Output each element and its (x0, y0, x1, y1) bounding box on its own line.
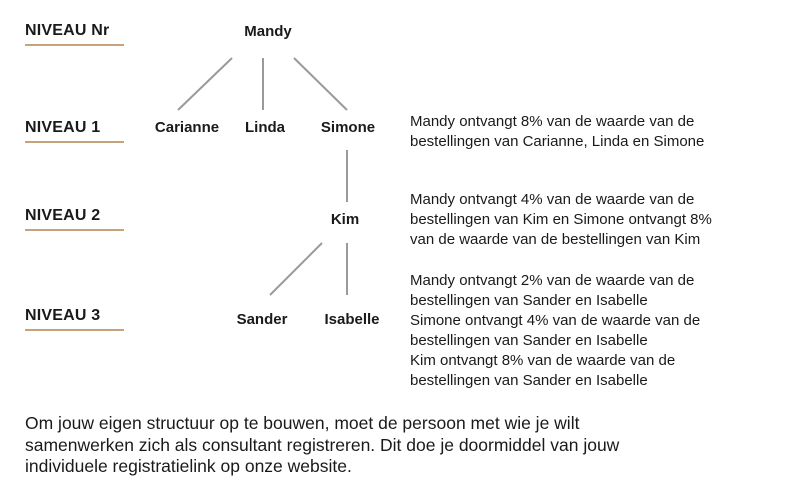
connector-mandy-simone (294, 58, 347, 110)
footer-line: samenwerken zich als consultant registreren. Dit doe je doormiddel van jouw (25, 434, 620, 455)
node-kim: Kim (330, 211, 360, 228)
node-sander: Sander (236, 311, 288, 328)
description-level-3 (410, 271, 790, 391)
level-label-2: NIVEAU 2 (25, 207, 124, 231)
description-line: bestellingen van Carianne, Linda en Simone (410, 133, 705, 150)
node-mandy: Mandy (244, 23, 292, 40)
description-line: Kim ontvangt 8% van de waarde van de (410, 352, 676, 369)
connector-kim-sander (270, 243, 322, 295)
description-line: bestellingen van Sander en Isabelle (410, 292, 648, 309)
node-simone: Simone (320, 119, 376, 136)
description-level-1 (410, 112, 790, 152)
description-level-2 (410, 190, 790, 250)
footer-line: individuele registratielink op onze website. (25, 456, 352, 476)
description-line: Simone ontvangt 4% van de waarde van de (410, 312, 701, 329)
description-line: Mandy ontvangt 8% van de waarde van de (410, 113, 695, 130)
description-line: bestellingen van Sander en Isabelle (410, 372, 648, 389)
description-line: Mandy ontvangt 4% van de waarde van de (410, 191, 695, 208)
level-label-3: NIVEAU 3 (25, 307, 124, 331)
description-line: bestellingen van Sander en Isabelle (410, 332, 648, 349)
level-label-1: NIVEAU 1 (25, 119, 124, 143)
footer-paragraph (25, 413, 619, 478)
description-line: van de waarde van de bestellingen van Kim (410, 231, 701, 248)
node-carianne: Carianne (154, 119, 220, 136)
node-linda: Linda (245, 119, 285, 136)
level-label-nr: NIVEAU Nr (25, 22, 124, 46)
footer-line: Om jouw eigen structuur op te bouwen, moet de persoon met wie je wilt (25, 413, 580, 433)
description-line: bestellingen van Kim en Simone ontvangt 8% (410, 211, 712, 228)
connector-mandy-carianne (178, 58, 232, 110)
description-line: Mandy ontvangt 2% van de waarde van de (410, 272, 695, 289)
node-isabelle: Isabelle (324, 311, 380, 328)
